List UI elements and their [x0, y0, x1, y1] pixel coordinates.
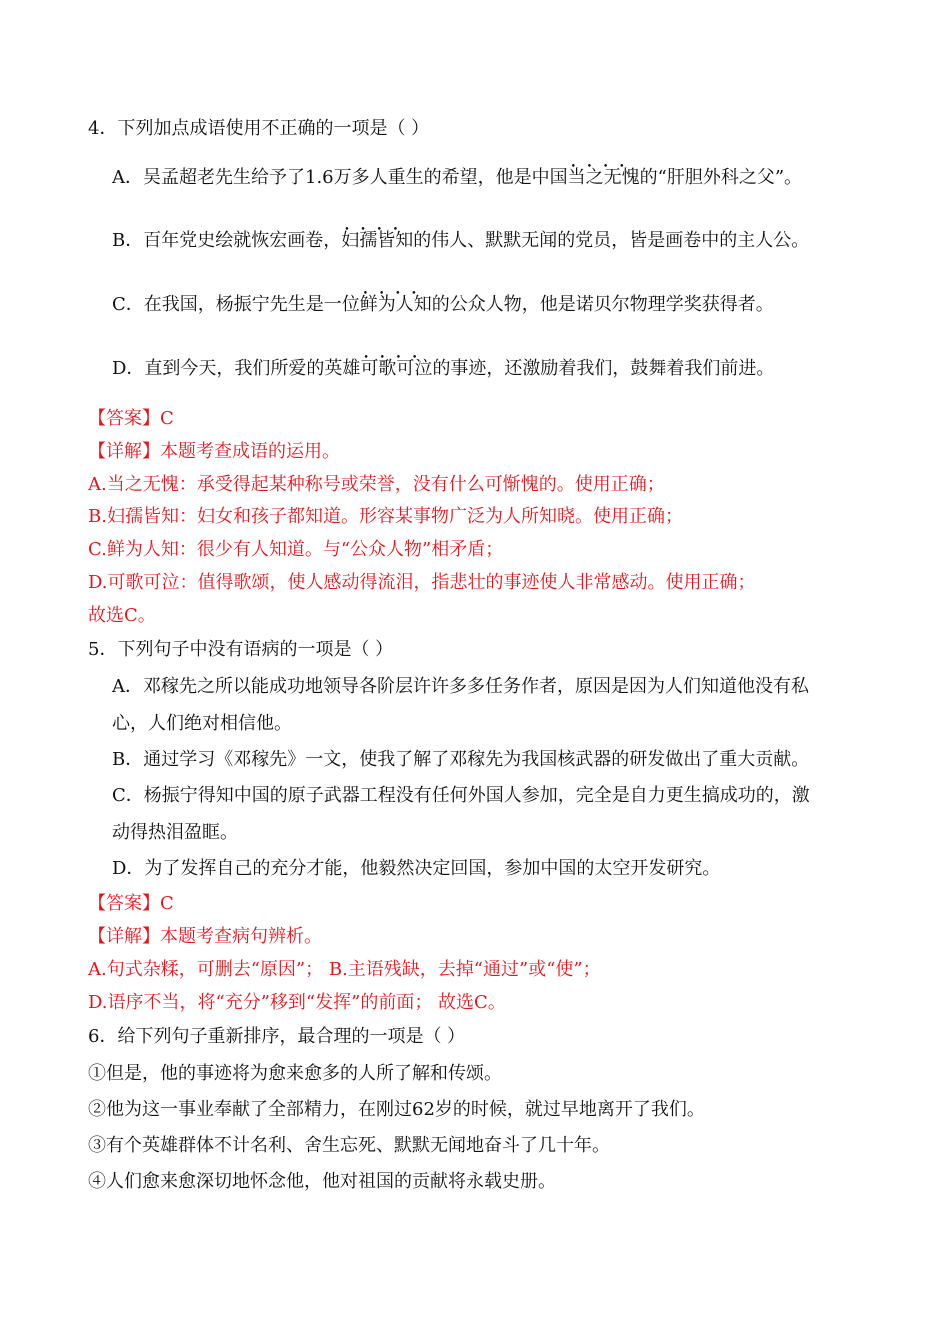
q6-item: ①但是，他的事迹将为愈来愈多的人所了解和传颂。: [88, 1063, 502, 1084]
question-5-title: 5．下列句子中没有语病的一项是（ ）: [88, 639, 394, 660]
question-6-title: 6．给下列句子重新排序，最合理的一项是（ ）: [88, 1026, 466, 1047]
emphasized-idiom: • • • • 妇孺皆知: [341, 230, 413, 251]
q4-option-b: [112, 229, 809, 253]
option-text: D．直到今天，我们所爱的英雄: [112, 358, 361, 379]
option-text: C．在我国，杨振宁先生是一位: [112, 294, 360, 315]
q6-item: ④人们愈来愈深切地怀念他，他对祖国的贡献将永载史册。: [88, 1171, 556, 1192]
q5-option-c-cont: 动得热泪盈眶。: [112, 822, 238, 843]
q4-option-d: [112, 357, 774, 381]
q5-answer: 【答案】C: [88, 893, 174, 914]
option-text: 的伟人、默默无闻的党员，皆是画卷中的主人公。: [413, 230, 810, 251]
option-text: 的“肝胆外科之父”。: [639, 167, 803, 188]
q4-analysis-line: A.当之无愧：承受得起某种称号或荣誉，没有什么可惭愧的。使用正确；: [88, 474, 665, 495]
q4-option-c: [112, 293, 774, 317]
q5-analysis-line: D.语序不当，将“充分”移到“发挥”的前面； 故选C。: [88, 992, 506, 1013]
q4-analysis-line: B.妇孺皆知：妇女和孩子都知道。形容某事物广泛为人所知晓。使用正确；: [88, 506, 683, 527]
question-4-title: 4．下列加点成语使用不正确的一项是（ ）: [88, 118, 430, 139]
q5-option-a-cont: 心，人们绝对相信他。: [112, 713, 292, 734]
option-text: A．吴孟超老先生给予了1.6万多人重生的希望，他是中国: [112, 167, 568, 188]
option-text: 的公众人物，他是诺贝尔物理学奖获得者。: [431, 294, 774, 315]
q5-option-a: A．邓稼先之所以能成功地领导各阶层许许多多任务作者，原因是因为人们知道他没有私: [112, 676, 809, 697]
q4-analysis-line: 故选C。: [88, 605, 156, 626]
emphasized-idiom: • • • • 鲜为人知: [360, 294, 432, 315]
q5-analysis-line: 【详解】本题考查病句辨析。: [88, 926, 322, 947]
q4-analysis-line: 【详解】本题考查成语的运用。: [88, 441, 340, 462]
q4-analysis-line: C.鲜为人知：很少有人知道。与“公众人物”相矛盾；: [88, 539, 504, 560]
q4-answer: 【答案】C: [88, 408, 174, 429]
q4-option-a: [112, 166, 802, 190]
option-text: B．百年党史绘就恢宏画卷，: [112, 230, 342, 251]
q5-option-c: C．杨振宁得知中国的原子武器工程没有任何外国人参加，完全是自力更生搞成功的，激: [112, 785, 810, 806]
q4-analysis-line: D.可歌可泣：值得歌颂，使人感动得流泪，指悲壮的事迹使人非常感动。使用正确；: [88, 572, 756, 593]
emphasized-idiom: • • • • 可歌可泣: [360, 358, 432, 379]
emphasized-idiom: • • • • 当之无愧: [568, 167, 640, 188]
q5-option-b: B．通过学习《邓稼先》一文，使我了解了邓稼先为我国核武器的研发做出了重大贡献。: [112, 749, 810, 770]
q6-item: ②他为这一事业奉献了全部精力，在刚过62岁的时候，就过早地离开了我们。: [88, 1099, 705, 1120]
q6-item: ③有个英雄群体不计名利、舍生忘死、默默无闻地奋斗了几十年。: [88, 1135, 610, 1156]
option-text: 的事迹，还激励着我们，鼓舞着我们前进。: [432, 358, 775, 379]
q5-option-d: D．为了发挥自己的充分才能，他毅然决定回国，参加中国的太空开发研究。: [112, 858, 721, 879]
q5-analysis-line: A.句式杂糅，可删去“原因”； B.主语残缺，去掉“通过”或“使”；: [88, 959, 601, 980]
